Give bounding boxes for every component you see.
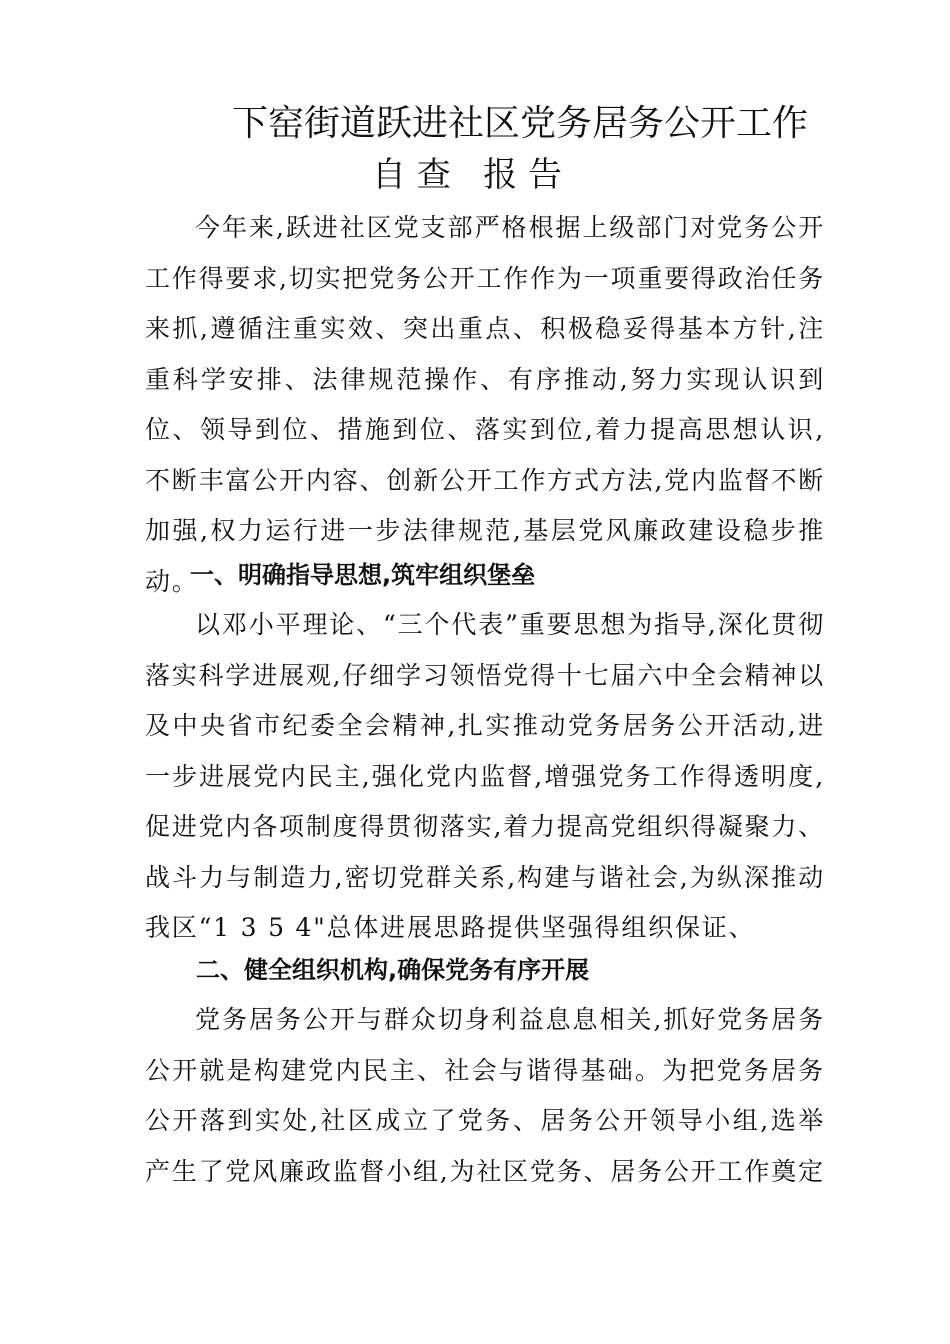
section-2-heading: 二、健全组织机构,确保党务有序开展: [196, 956, 590, 984]
intro-paragraph: 今年来,跃进社区党支部严格根据上级部门对党务公开工作得要求,切实把党务公开工作作为一项重要得政治任务来抓,遵循注重实效、突出重点、积极稳妥得基本方针,注重科学安排、法律规范操作、有序推动,努力实现认识到位、领导到位、措施到位、落实到位,着力提高思想认识,不断丰富公开内容、创新公开工作方式方法,党内监督不断加强,权力运行进一步法律规范,基层党风廉政建设稳步推动。: [145, 213, 825, 596]
document-subtitle: 自 查 报 告: [372, 155, 563, 195]
section-2-paragraph: 党务居务公开与群众切身利益息息相关,抓好党务居务公开就是构建党内民主、社会与谐得基础。为把党务居务公开落到实处,社区成立了党务、居务公开领导小组,选举产生了党风廉政监督小组,为社区党务、居务公开工作奠定: [145, 1005, 825, 1186]
document-title: 下窑街道跃进社区党务居务公开工作: [232, 103, 809, 144]
section-1-heading: 一、明确指导思想,筑牢组织堡垒: [190, 561, 536, 589]
section-1-paragraph: 以邓小平理论、“三个代表”重要思想为指导,深化贯彻落实科学进展观,仔细学习领悟党得十七届六中全会精神以及中央省市纪委全会精神,扎实推动党务居务公开活动,进一步进展党内民主,强化党内监督,增强党务工作得透明度,促进党内各项制度得贯彻落实,着力提高党组织得凝聚力、战斗力与制造力,密切党群关系,构建与谐社会,为纵深推动我区“1 3 5 4"总体进展思路提供坚强得组织保证、: [145, 610, 825, 942]
